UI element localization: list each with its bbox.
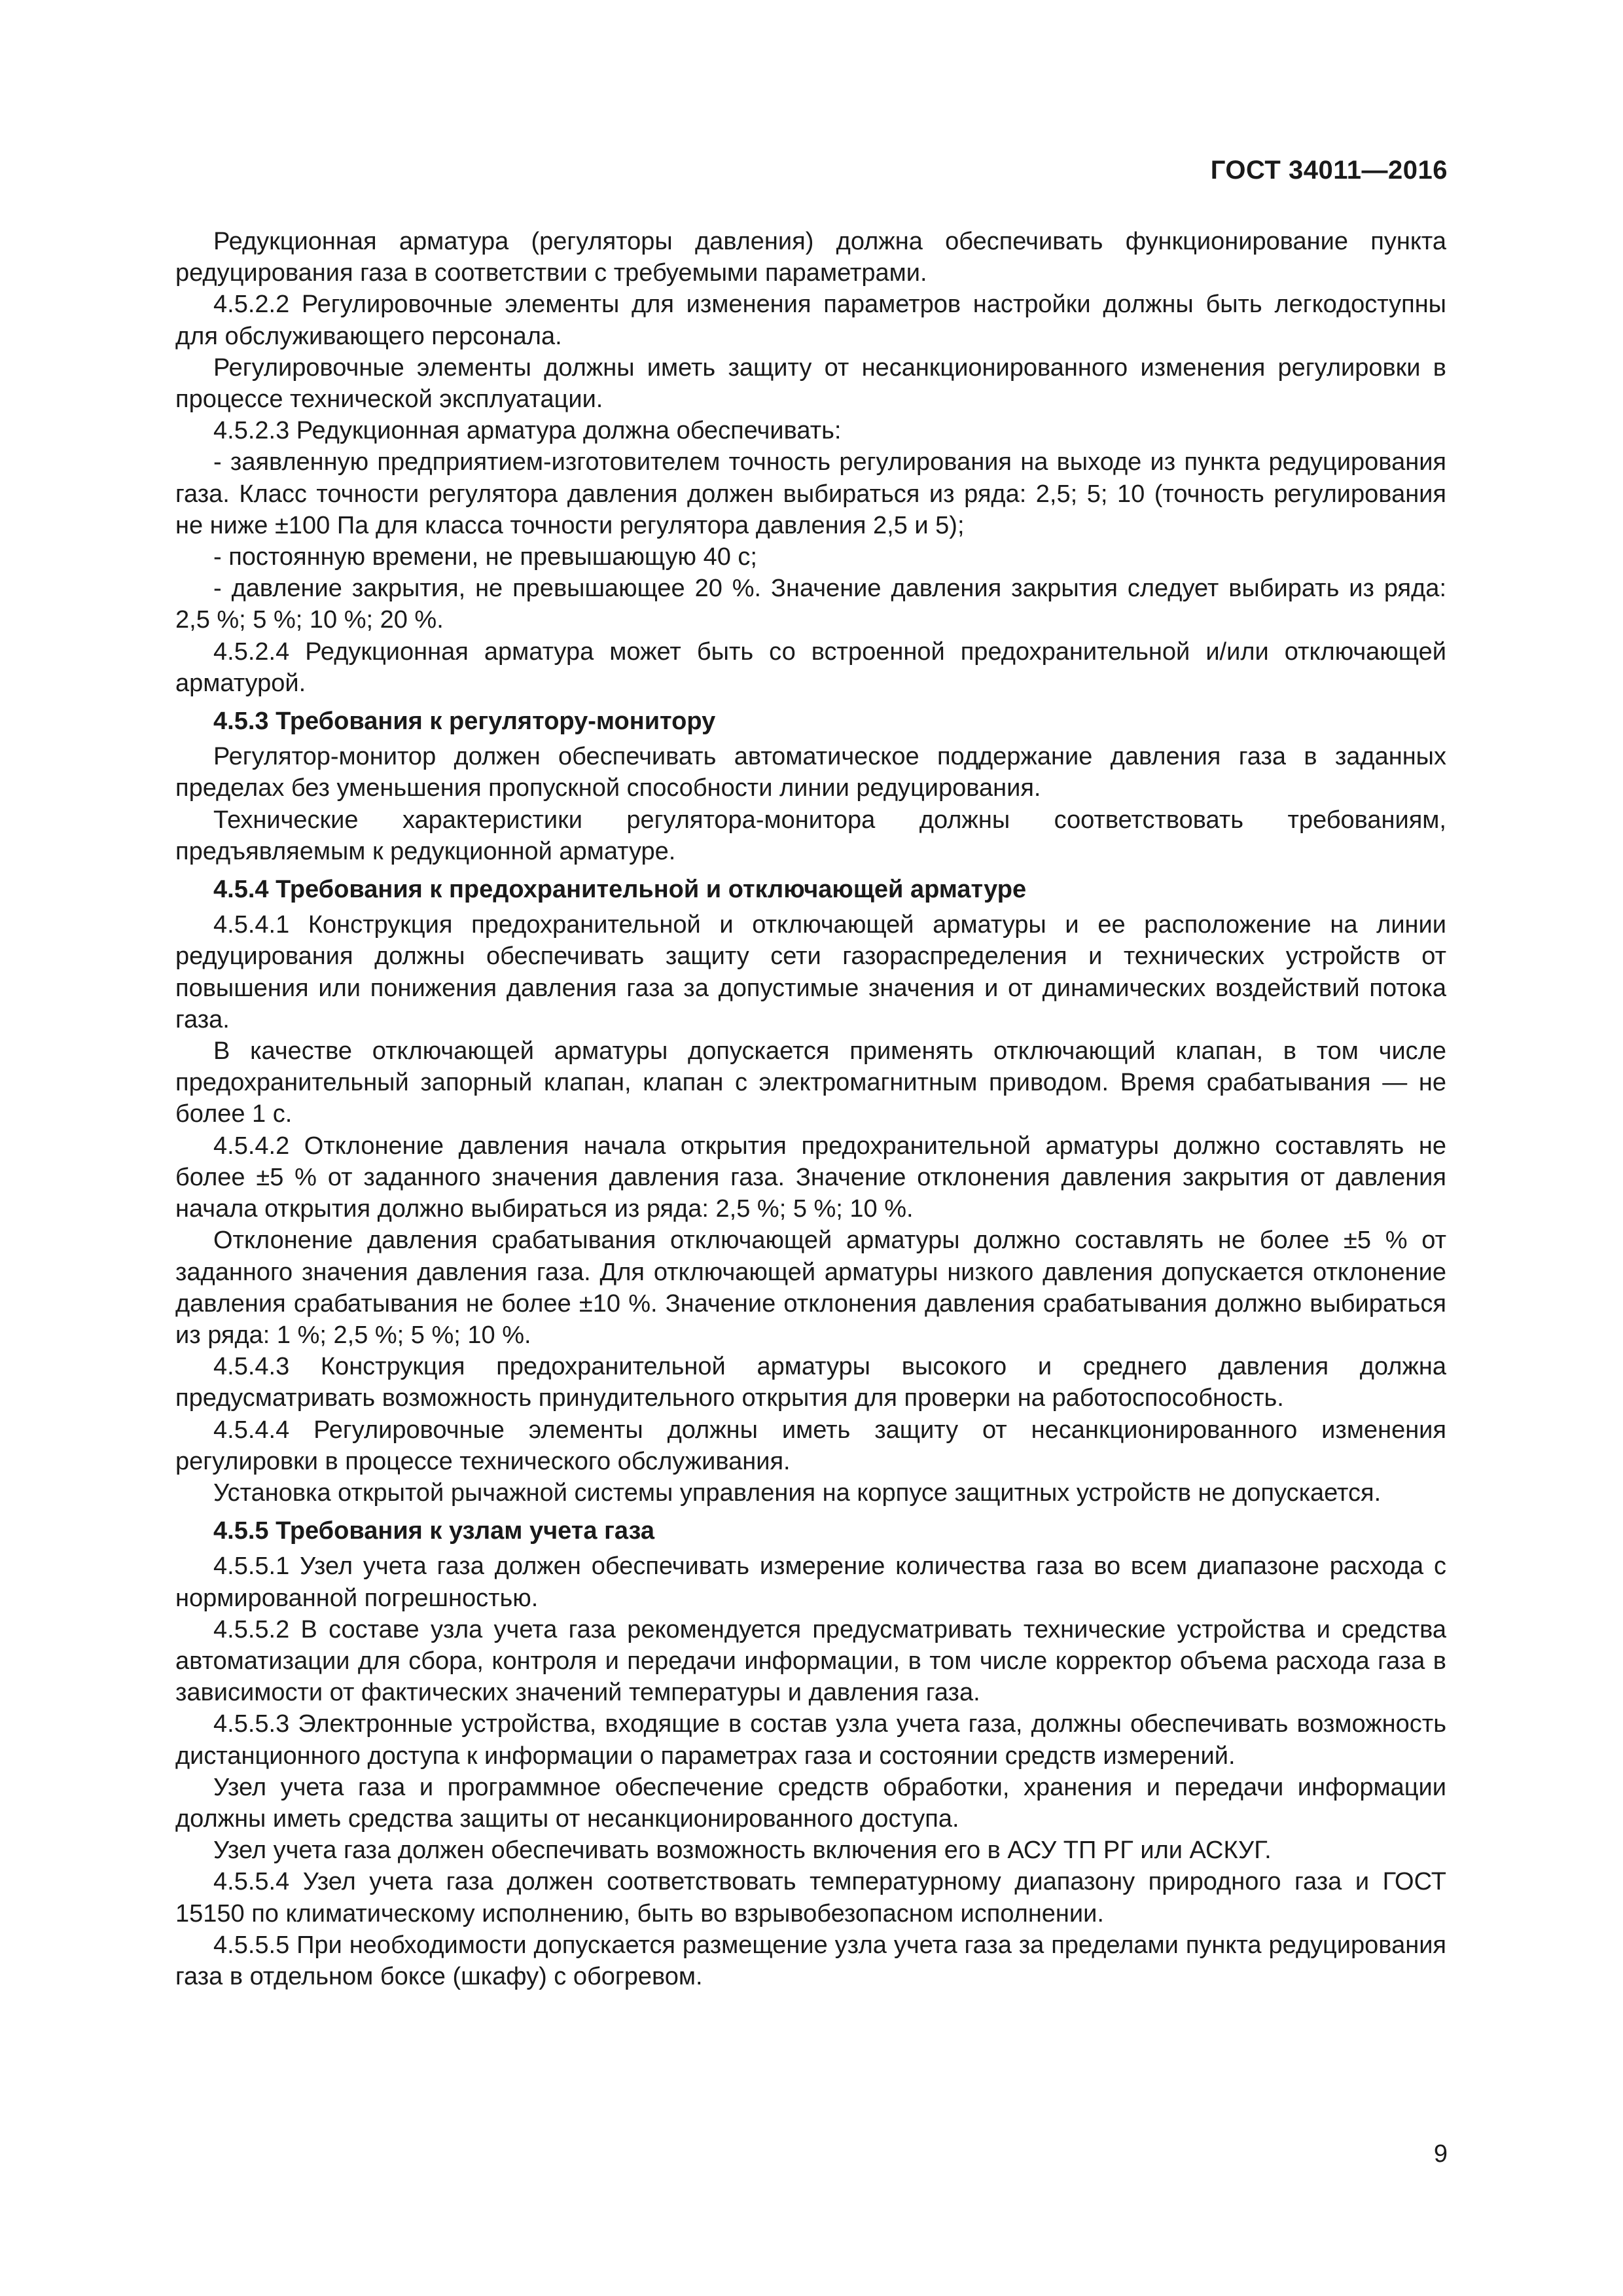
paragraph: Отклонение давления срабатывания отключающей арматуры должно составлять не более ±5 % от заданного значения давления газа. Для отключающей арматуры низкого давления допускается отклонение давления срабатывания не более ±10 %. Значение отклонения давления срабатывания должно выбираться из ряда: 1 %; 2,5 %; 5 %; 10 %. <box>175 1227 1446 1349</box>
paragraph: В качестве отключающей арматуры допускается применять отключающий клапан, в том числе предохранительный запорный клапан, клапан с электромагнитным приводом. Время срабатывания — не более 1 с. <box>175 1037 1446 1128</box>
page-number: 9 <box>1433 2140 1448 2168</box>
paragraph: 4.5.2.2 Регулировочные элементы для изменения параметров настройки должны быть легкодоступны для обслуживающего персонала. <box>175 291 1446 350</box>
paragraph: Редукционная арматура (регуляторы давления) должна обеспечивать функционирование пункта редуцирования газа в соответствии с требуемыми параметрами. <box>175 228 1446 287</box>
section-heading: 4.5.3 Требования к регулятору-монитору <box>213 708 716 736</box>
paragraph: 4.5.5.5 При необходимости допускается размещение узла учета газа за пределами пункта редуцирования газа в отдельном боксе (шкафу) с обогревом. <box>175 1931 1446 1990</box>
list-item: - заявленную предприятием-изготовителем точность регулирования на выходе из пункта редуцирования газа. Класс точности регулятора давления должен выбираться из ряда: 2,5; 5; 10 (точность регулирования не ниже ±100 Па для класса точности регулятора давления 2,5 и 5); <box>175 448 1446 539</box>
paragraph: Установка открытой рычажной системы управления на корпусе защитных устройств не допускается. <box>213 1479 1382 1507</box>
paragraph: 4.5.4.4 Регулировочные элементы должны иметь защиту от несанкционированного изменения регулировки в процессе технического обслуживания. <box>175 1416 1446 1475</box>
paragraph: 4.5.4.3 Конструкция предохранительной арматуры высокого и среднего давления должна предусматривать возможность принудительного открытия для проверки на работоспособность. <box>175 1353 1446 1412</box>
section-heading: 4.5.5 Требования к узлам учета газа <box>213 1517 655 1545</box>
paragraph: Узел учета газа и программное обеспечение средств обработки, хранения и передачи информации должны иметь средства защиты от несанкционированного доступа. <box>175 1773 1446 1833</box>
paragraph: 4.5.4.1 Конструкция предохранительной и отключающей арматуры и ее расположение на линии редуцирования должны обеспечивать защиту сети газораспределения и технических устройств от повышения или понижения давления газа за допустимые значения и от динамических воздействий потока газа. <box>175 911 1446 1033</box>
paragraph: Узел учета газа должен обеспечивать возможность включения его в АСУ ТП РГ или АСКУГ. <box>213 1837 1272 1865</box>
paragraph: Регулятор-монитор должен обеспечивать автоматическое поддержание давления газа в заданных пределах без уменьшения пропускной способности линии редуцирования. <box>175 743 1446 802</box>
paragraph: 4.5.5.2 В составе узла учета газа рекомендуется предусматривать технические устройства и средства автоматизации для сбора, контроля и передачи информации, в том числе корректор объема расхода газа в зависимости от фактических значений температуры и давления газа. <box>175 1615 1446 1707</box>
document-body <box>175 226 1446 1992</box>
list-item: - давление закрытия, не превышающее 20 %. Значение давления закрытия следует выбирать из ряда: 2,5 %; 5 %; 10 %; 20 %. <box>175 575 1446 634</box>
paragraph: 4.5.4.2 Отклонение давления начала открытия предохранительной арматуры должно составлять не более ±5 % от заданного значения давления газа. Значение отклонения давления закрытия от давления начала открытия должно выбираться из ряда: 2,5 %; 5 %; 10 %. <box>175 1132 1446 1223</box>
section-heading: 4.5.4 Требования к предохранительной и отключающей арматуре <box>213 876 1027 904</box>
paragraph: 4.5.5.3 Электронные устройства, входящие в состав узла учета газа, должны обеспечивать возможность дистанционного доступа к информации о параметрах газа и состоянии средств измерений. <box>175 1710 1446 1770</box>
paragraph: 4.5.5.4 Узел учета газа должен соответствовать температурному диапазону природного газа и ГОСТ 15150 по климатическому исполнению, быть во взрывобезопасном исполнении. <box>175 1868 1446 1928</box>
paragraph: 4.5.5.1 Узел учета газа должен обеспечивать измерение количества газа во всем диапазоне расхода с нормированной погрешностью. <box>175 1552 1446 1612</box>
paragraph: 4.5.2.4 Редукционная арматура может быть со встроенной предохранительной и/или отключающей арматурой. <box>175 637 1446 697</box>
list-item: - постоянную времени, не превышающую 40 с; <box>213 543 757 571</box>
paragraph: 4.5.2.3 Редукционная арматура должна обеспечивать: <box>213 417 842 445</box>
paragraph: Технические характеристики регулятора-монитора должны соответствовать требованиям, предъявляемым к редукционной арматуре. <box>175 806 1446 865</box>
standard-header: ГОСТ 34011—2016 <box>1210 156 1448 185</box>
paragraph: Регулировочные элементы должны иметь защиту от несанкционированного изменения регулировки в процессе технической эксплуатации. <box>175 353 1446 414</box>
